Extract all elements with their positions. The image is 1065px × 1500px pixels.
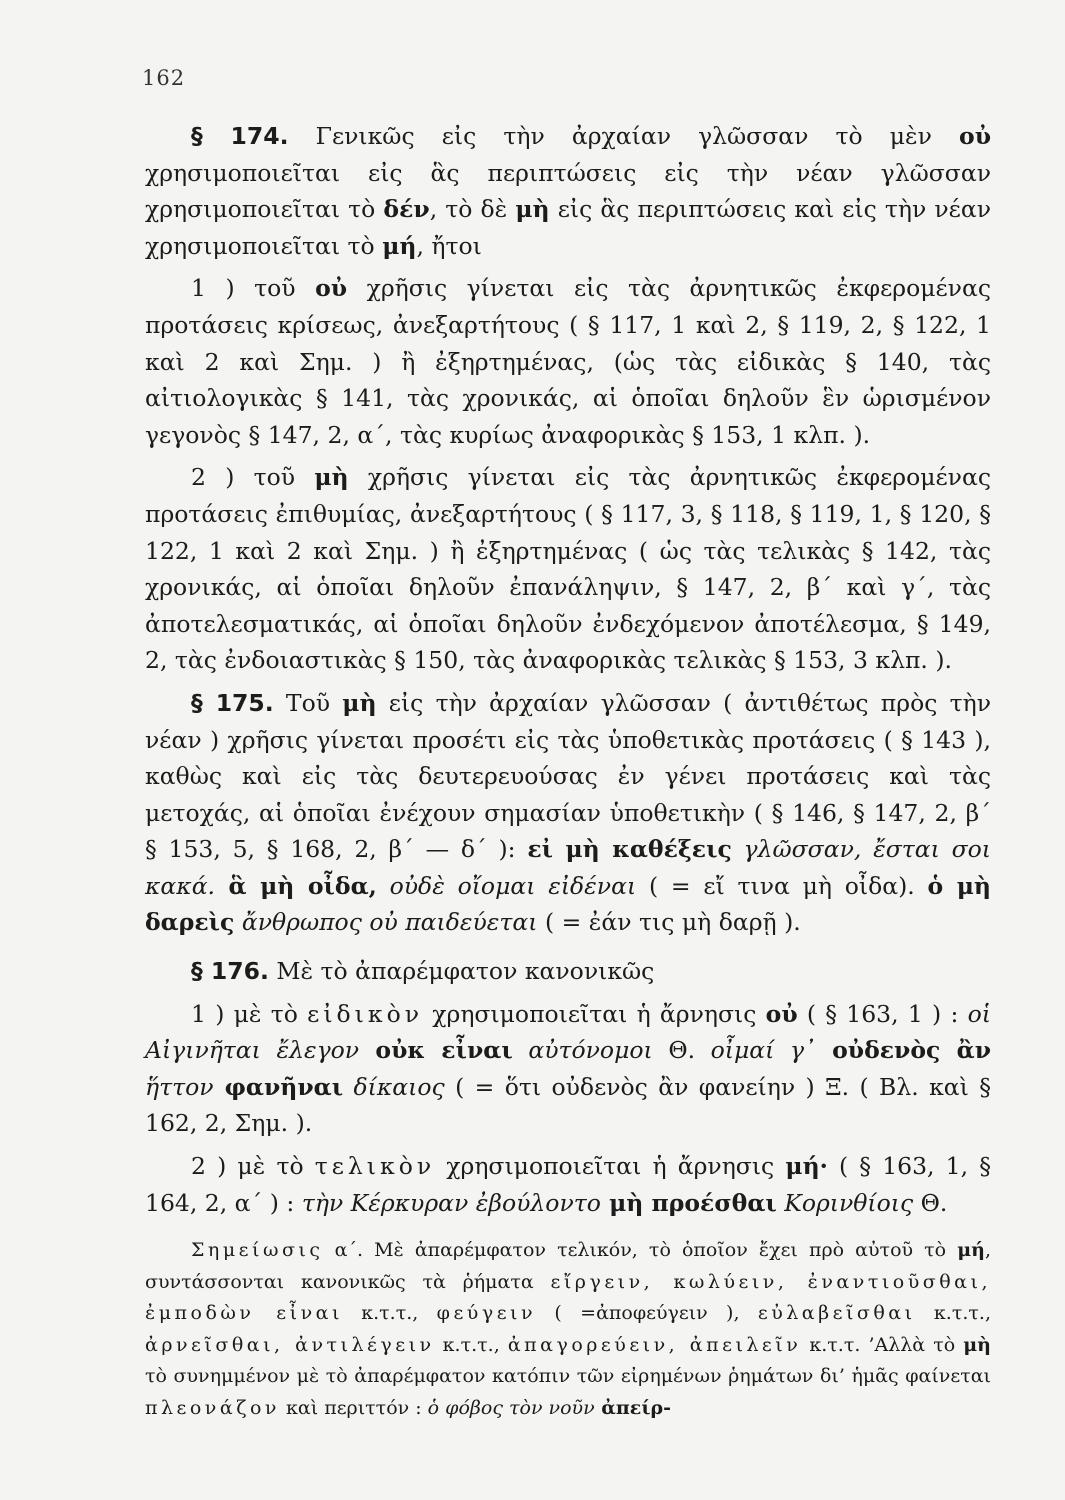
- section-175-number: § 175.: [191, 688, 274, 717]
- paragraph-175: § 175. Τοῦ μὴ εἰς τὴν ἀρχαίαν γλῶσσαν ( ἀντιθέτως πρὸς τὴν νέαν ) χρῆσις γίνεται προσέτι εἰς τὰς ὑποθετικὰς προτάσεις ( § 143 ), καθὼς καὶ εἰς τὰς δευτερευούσας ἐν γένει προτάσεις καὶ τὰς μετοχάς, αἱ ὁποῖαι ἐνέχουν σημασίαν ὑποθετικὴν ( § 146, § 147, 2, β΄ § 153, 5, § 168, 2, β΄ — δ΄ ): εἰ μὴ καθέξεις γλῶσσαν, ἔσται σοι κακά. ἃ μὴ οἶδα, οὐδὲ οἴομαι εἰδέναι ( = εἴ τινα μὴ οἶδα). ὁ μὴ δαρεὶς ἄνθρωπος οὐ παιδεύεται ( = ἐάν τις μὴ δαρῇ ).: [145, 688, 991, 937]
- section-176-number: § 176.: [191, 957, 269, 986]
- note-alpha: Σημείωσις α΄. Μὲ ἀπαρέμφατον τελικόν, τὸ ὁποῖον ἔχει πρὸ αὐτοῦ τὸ μή, συντάσσονται κανονικῶς τὰ ῥήματα εἴργειν, κωλύειν, ἐναντιοῦσθαι, ἐμποδὼν εἶναι κ.τ.τ., φεύγειν ( =ἀποφεύγειν ), εὐλαβεῖσθαι κ.τ.τ., ἀρνεῖσθαι, ἀντιλέγειν κ.τ.τ., ἀπαγορεύειν, ἀπειλεῖν κ.τ.τ. ’Αλλὰ τὸ μὴ τὸ συνημμένον μὲ τὸ ἀπαρέμφατον κατόπιν τῶν εἰρημένων ῥημάτων δι’ ἡμᾶς φαίνεται πλεονάζον καὶ περιττόν : ὁ φόβος τὸν νοῦν ἀπείρ-: [145, 1239, 991, 1419]
- paragraph-174-item-1: 1 ) τοῦ οὐ χρῆσις γίνεται εἰς τὰς ἀρνητικῶς ἐκφερομένας προτάσεις κρίσεως, ἀνεξαρτήτους ( § 117, 1 καὶ 2, § 119, 2, § 122, 1 καὶ 2 καὶ Σημ. ) ἢ ἐξηρτημένας, (ὡς τὰς εἰδικὰς § 140, τὰς αἰτιολογικὰς § 141, τὰς χρονικάς, αἱ ὁποῖαι δηλοῦν ἓν ὡρισμένον γεγονὸς § 147, 2, α΄, τὰς κυρίως ἀναφορικὰς § 153, 1 κλπ. ).: [145, 274, 991, 449]
- section-174-number: § 174.: [191, 122, 289, 150]
- paragraph-176: § 176. Μὲ τὸ ἀπαρέμφατον κανονικῶς: [191, 957, 655, 986]
- body-text: [145, 118, 991, 1424]
- paragraph-176-item-2: 2 ) μὲ τὸ τελικὸν χρησιμοποιεῖται ἡ ἄρνησις μή· ( § 163, 1, § 164, 2, α΄ ) : τὴν Κέρκυραν ἐβούλοντο μὴ προέσθαι Κορινθίοις Θ.: [145, 1152, 991, 1217]
- paragraph-176-item-1: 1 ) μὲ τὸ εἰδικὸν χρησιμοποιεῖται ἡ ἄρνησις οὐ ( § 163, 1 ) : οἱ Αἰγινῆται ἔλεγον οὐκ εἶναι αὐτόνομοι Θ. οἶμαί γ᾽ οὐδενὸς ἂν ἥττον φανῆναι δίκαιος ( = ὅτι οὐδενὸς ἂν φανείην ) Ξ. ( Βλ. καὶ § 162, 2, Σημ. ).: [145, 999, 992, 1138]
- paragraph-174: § 174. Γενικῶς εἰς τὴν ἀρχαίαν γλῶσσαν τὸ μὲν οὐ χρησιμοποιεῖται εἰς ἃς περιπτώσεις εἰς τὴν νέαν γλῶσσαν χρησιμοποιεῖται τὸ δέν, τὸ δὲ μὴ εἰς ἃς περιπτώσεις καὶ εἰς τὴν νέαν χρησιμοποιεῖται τὸ μή, ἤτοι: [145, 122, 991, 260]
- paragraph-174-item-2: 2 ) τοῦ μὴ χρῆσις γίνεται εἰς τὰς ἀρνητικῶς ἐκφερομένας προτάσεις ἐπιθυμίας, ἀνεξαρτήτους ( § 117, 3, § 118, § 119, 1, § 120, § 122, 1 καὶ 2 καὶ Σημ. ) ἢ ἐξηρτημένας ( ὡς τὰς τελικὰς § 142, τὰς χρονικάς, αἱ ὁποῖαι δηλοῦν ἐπανάληψιν, § 147, 2, β΄ καὶ γ΄, τὰς ἀποτελεσματικάς, αἱ ὁποῖαι δηλοῦν ἐνδεχόμενον ἀποτέλεσμα, § 149, 2, τὰς ἐνδοιαστικὰς § 150, τὰς ἀναφορικὰς τελικὰς § 153, 3 κλπ. ).: [145, 463, 991, 675]
- page-number: 162: [142, 66, 186, 90]
